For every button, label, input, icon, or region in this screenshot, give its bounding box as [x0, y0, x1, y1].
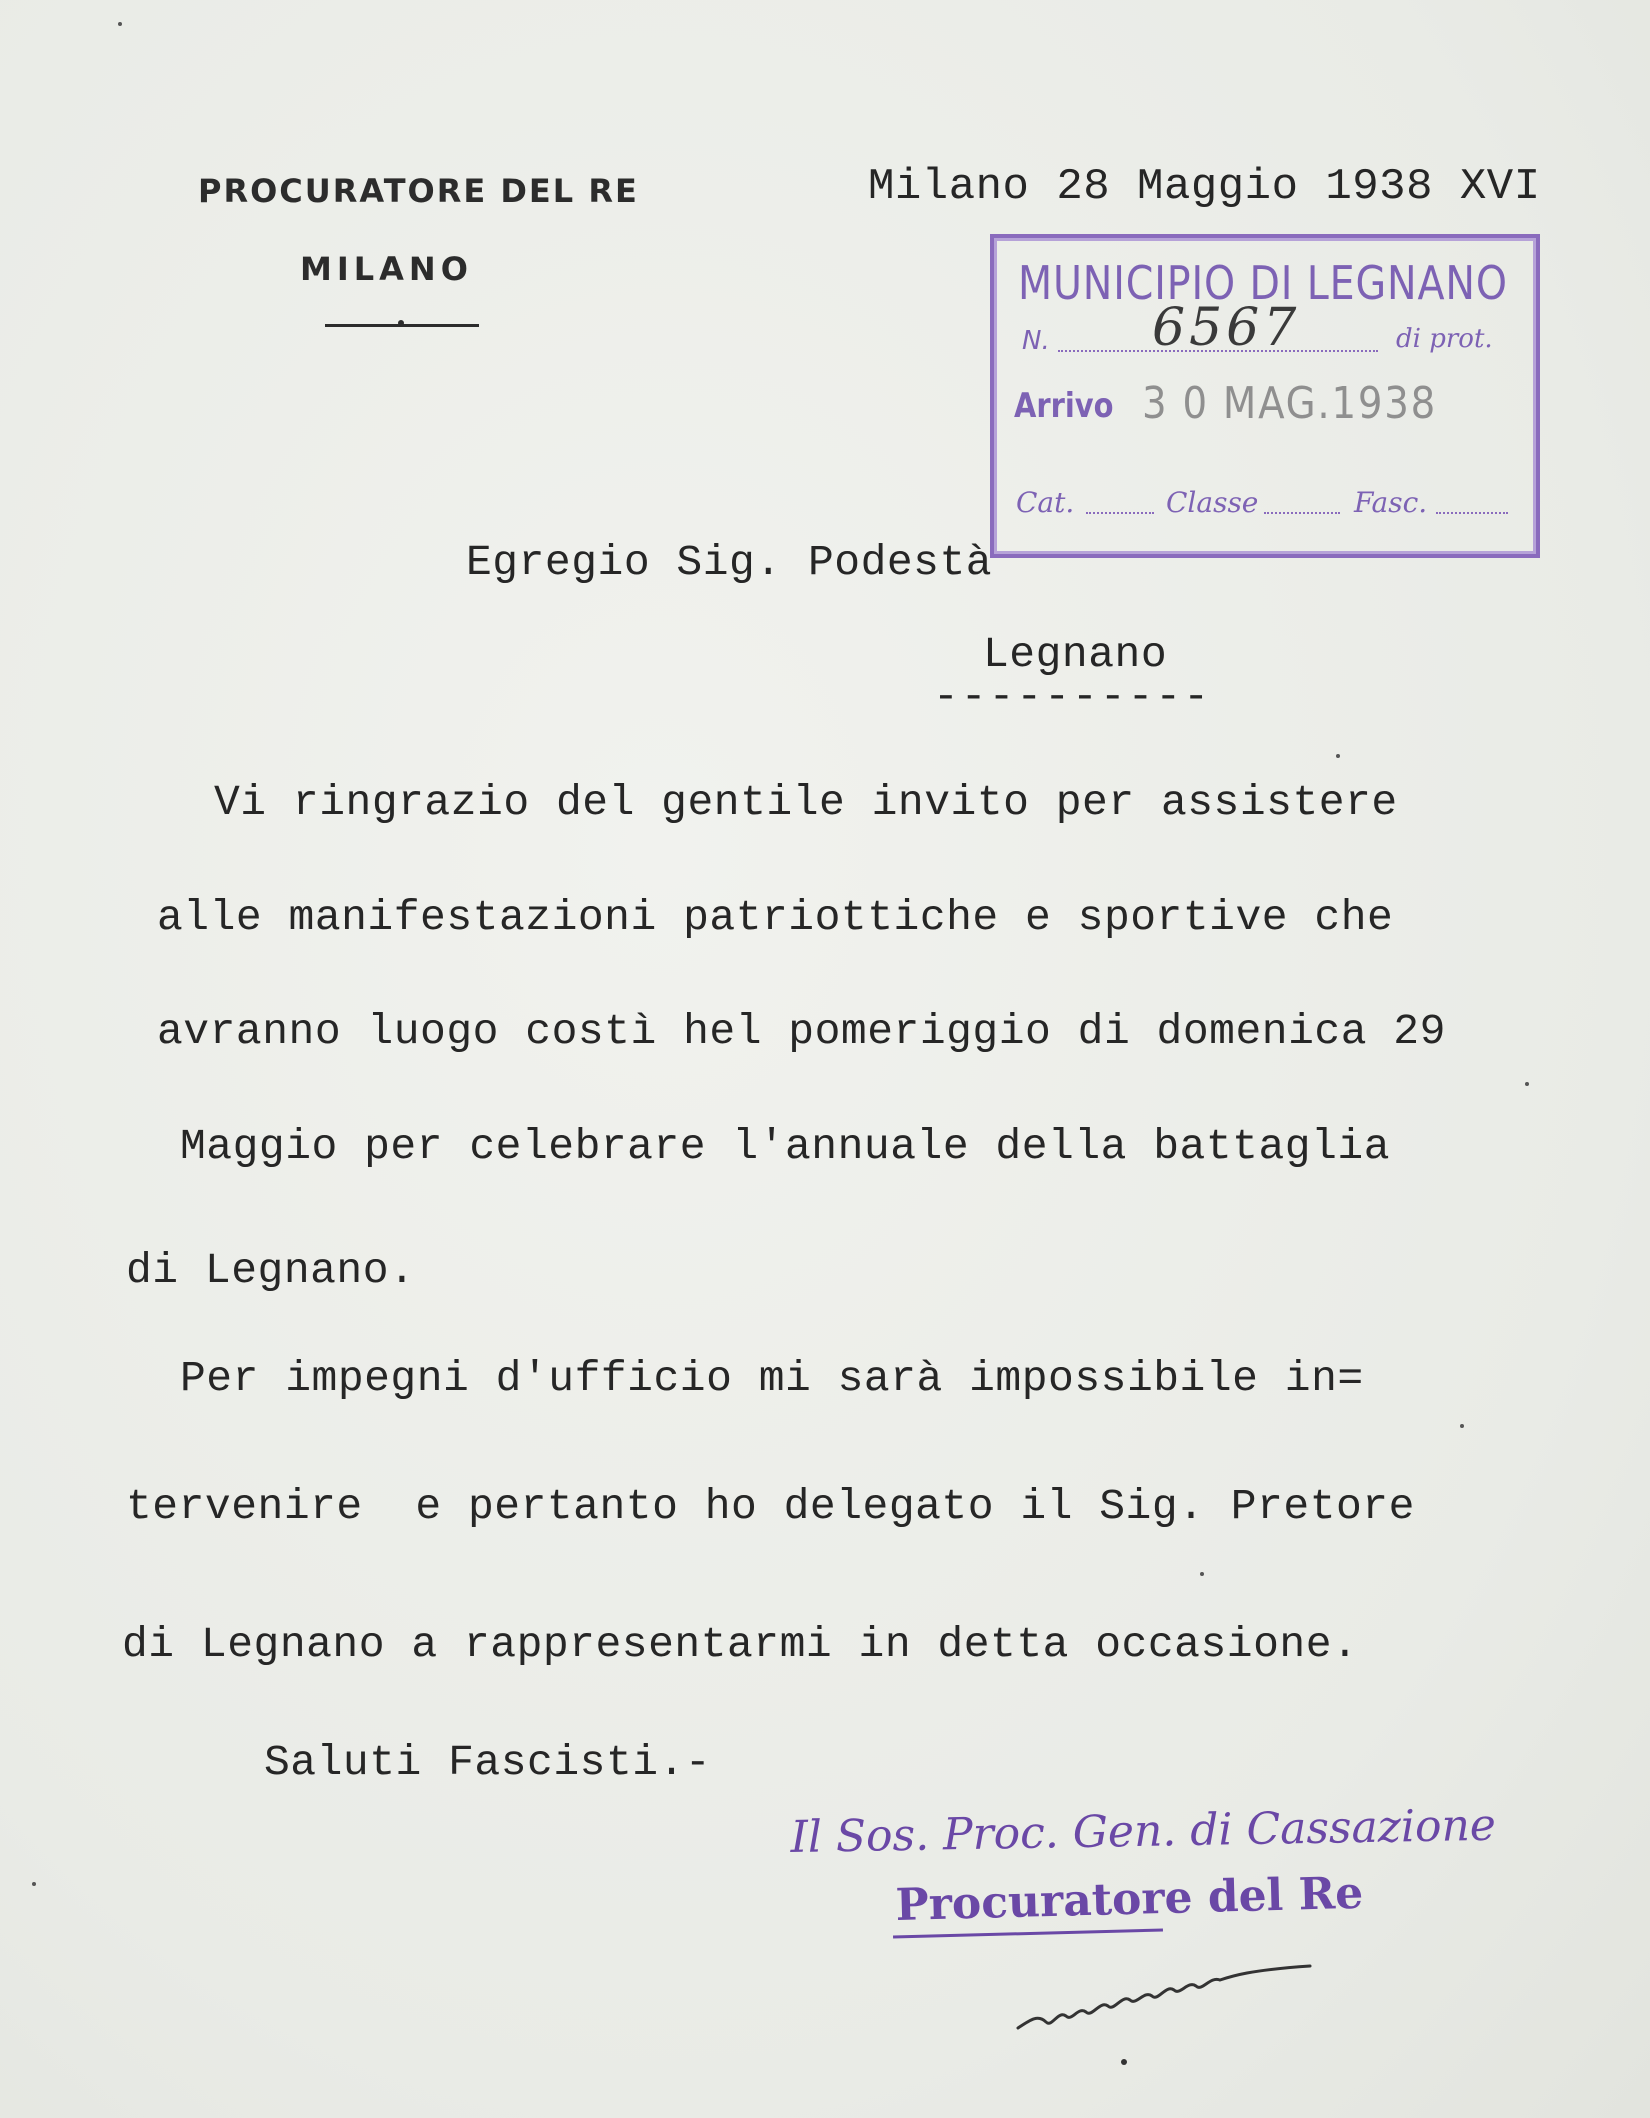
- body-line: di Legnano a rappresentarmi in detta occasione.: [122, 1620, 1359, 1669]
- signature-stamp-title: Il Sos. Proc. Gen. di Cassazione: [790, 1799, 1497, 1863]
- letterhead-office: PROCURATORE DEL RE: [198, 172, 639, 210]
- paper-speck: [118, 22, 122, 26]
- stamp-class-dots: [1264, 512, 1340, 514]
- stamp-title: MUNICIPIO DI LEGNANO: [1018, 256, 1508, 310]
- body-line: alle manifestazioni patriottiche e sportive che: [157, 893, 1394, 942]
- stamp-n-label: N.: [1022, 326, 1050, 356]
- stamp-class-label: Classe: [1166, 486, 1259, 519]
- body-line: Per impegni d'ufficio mi sarà impossibile in=: [180, 1354, 1364, 1403]
- letterhead-rule-dot: [398, 320, 404, 326]
- signature-stamp-office: Procuratore del Re: [895, 1867, 1364, 1931]
- paper-speck: [1460, 1424, 1464, 1428]
- body-line: tervenire e pertanto ho delegato il Sig. Pretore: [126, 1482, 1415, 1531]
- stamp-cat-dots: [1086, 512, 1154, 514]
- stamp-fasc-label: Fasc.: [1354, 486, 1428, 519]
- body-line: Vi ringrazio del gentile invito per assistere: [214, 778, 1398, 827]
- paper-speck: [1200, 1572, 1204, 1576]
- addressee: Legnano: [983, 630, 1168, 679]
- closing-greeting: Saluti Fascisti.-: [264, 1738, 712, 1787]
- stamp-cat-label: Cat.: [1016, 486, 1075, 519]
- addressee-rule: ----------: [933, 672, 1212, 721]
- letterhead-city: MILANO: [300, 250, 473, 288]
- stamp-fasc-dots: [1436, 512, 1508, 514]
- paper-speck: [1336, 754, 1340, 758]
- paper-speck: [32, 1882, 36, 1886]
- date-line: Milano 28 Maggio 1938 XVI: [868, 162, 1541, 212]
- stamp-prot-label: di prot.: [1396, 324, 1493, 354]
- handwritten-signature: [1010, 1950, 1330, 2070]
- stamp-protocol-number: 6567: [1152, 298, 1301, 358]
- salutation: Egregio Sig. Podestà: [466, 538, 993, 587]
- protocol-stamp: [990, 234, 1540, 558]
- body-line: di Legnano.: [126, 1246, 416, 1295]
- stamp-arrival-date: 3 0 MAG.1938: [1142, 378, 1438, 429]
- paper-speck: [1525, 1082, 1529, 1086]
- body-line: Maggio per celebrare l'annuale della battaglia: [180, 1122, 1390, 1171]
- stamp-arrival-label: Arrivo: [1014, 386, 1114, 426]
- body-line: avranno luogo costì hel pomeriggio di domenica 29: [157, 1007, 1446, 1056]
